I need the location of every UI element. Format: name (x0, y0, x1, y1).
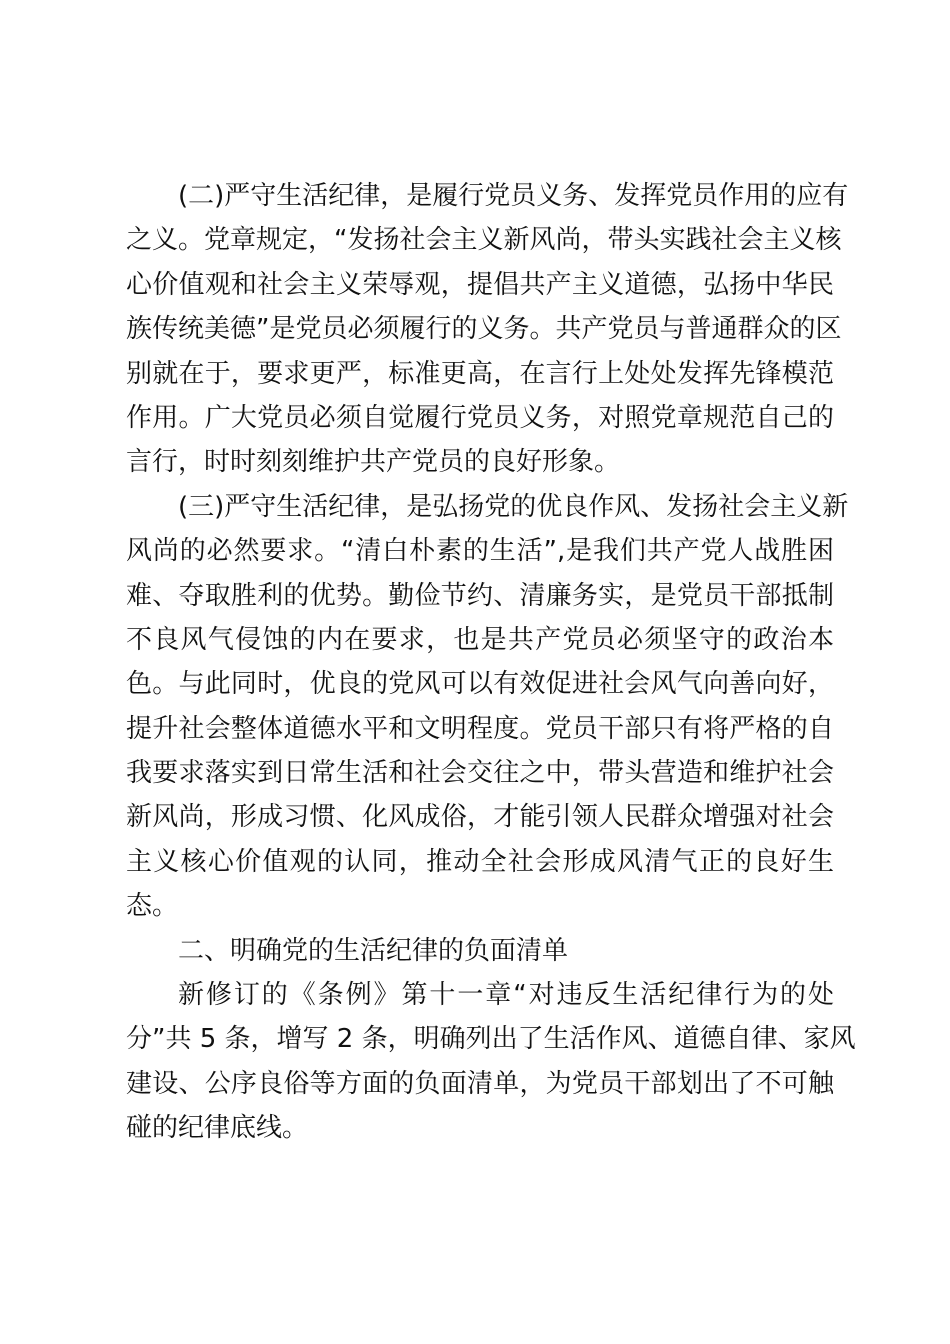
text-line: 别就在于，要求更严，标准更高，在言行上处处发挥先锋模范 (126, 358, 834, 389)
text-line: (三)严守生活纪律，是弘扬党的优良作风、发扬社会主义新 (178, 491, 849, 522)
paragraph-regulation (126, 973, 856, 1151)
document-body (126, 174, 856, 1151)
text-line: 言行，时时刻刻维护共产党员的良好形象。 (126, 447, 621, 478)
section-heading-text: 二、明确党的生活纪律的负面清单 (178, 935, 569, 966)
paragraph-style (126, 485, 849, 929)
text-line: 不良风气侵蚀的内在要求，也是共产党员必须坚守的政治本 (126, 624, 834, 655)
text-line: 难、夺取胜利的优势。勤俭节约、清廉务实，是党员干部抵制 (126, 580, 834, 611)
text-line: 色。与此同时，优良的党风可以有效促进社会风气向善向好， (126, 669, 834, 700)
text-line: 之义。党章规定，“发扬社会主义新风尚，带头实践社会主义核 (126, 225, 842, 256)
text-line: (二)严守生活纪律，是履行党员义务、发挥党员作用的应有 (178, 181, 849, 211)
text-line: 建设、公序良俗等方面的负面清单，为党员干部划出了不可触 (126, 1068, 834, 1099)
text-line: 心价值观和社会主义荣辱观，提倡共产主义道德，弘扬中华民 (126, 269, 834, 300)
text-line: 我要求落实到日常生活和社会交往之中，带头营造和维护社会 (126, 758, 834, 789)
text-line: 族传统美德”是党员必须履行的义务。共产党员与普通群众的区 (126, 314, 842, 345)
text-line: 碰的纪律底线。 (126, 1113, 309, 1144)
text-line: 新修订的《条例》第十一章“对违反生活纪律行为的处 (178, 980, 834, 1011)
text-line: 作用。广大党员必须自觉履行党员义务，对照党章规范自己的 (126, 402, 834, 433)
text-line: 分”共 5 条，增写 2 条，明确列出了生活作风、道德自律、家风 (126, 1024, 856, 1055)
text-line: 态。 (126, 891, 179, 922)
text-line: 主义核心价值观的认同，推动全社会形成风清气正的良好生 (126, 846, 834, 877)
text-line: 提升社会整体道德水平和文明程度。党员干部只有将严格的自 (126, 713, 834, 744)
text-line: 新风尚，形成习惯、化风成俗，才能引领人民群众增强对社会 (126, 802, 834, 833)
paragraph-duty (126, 174, 849, 485)
section-heading (126, 929, 834, 973)
text-line: 风尚的必然要求。“清白朴素的生活”,是我们共产党人战胜困 (126, 536, 834, 567)
